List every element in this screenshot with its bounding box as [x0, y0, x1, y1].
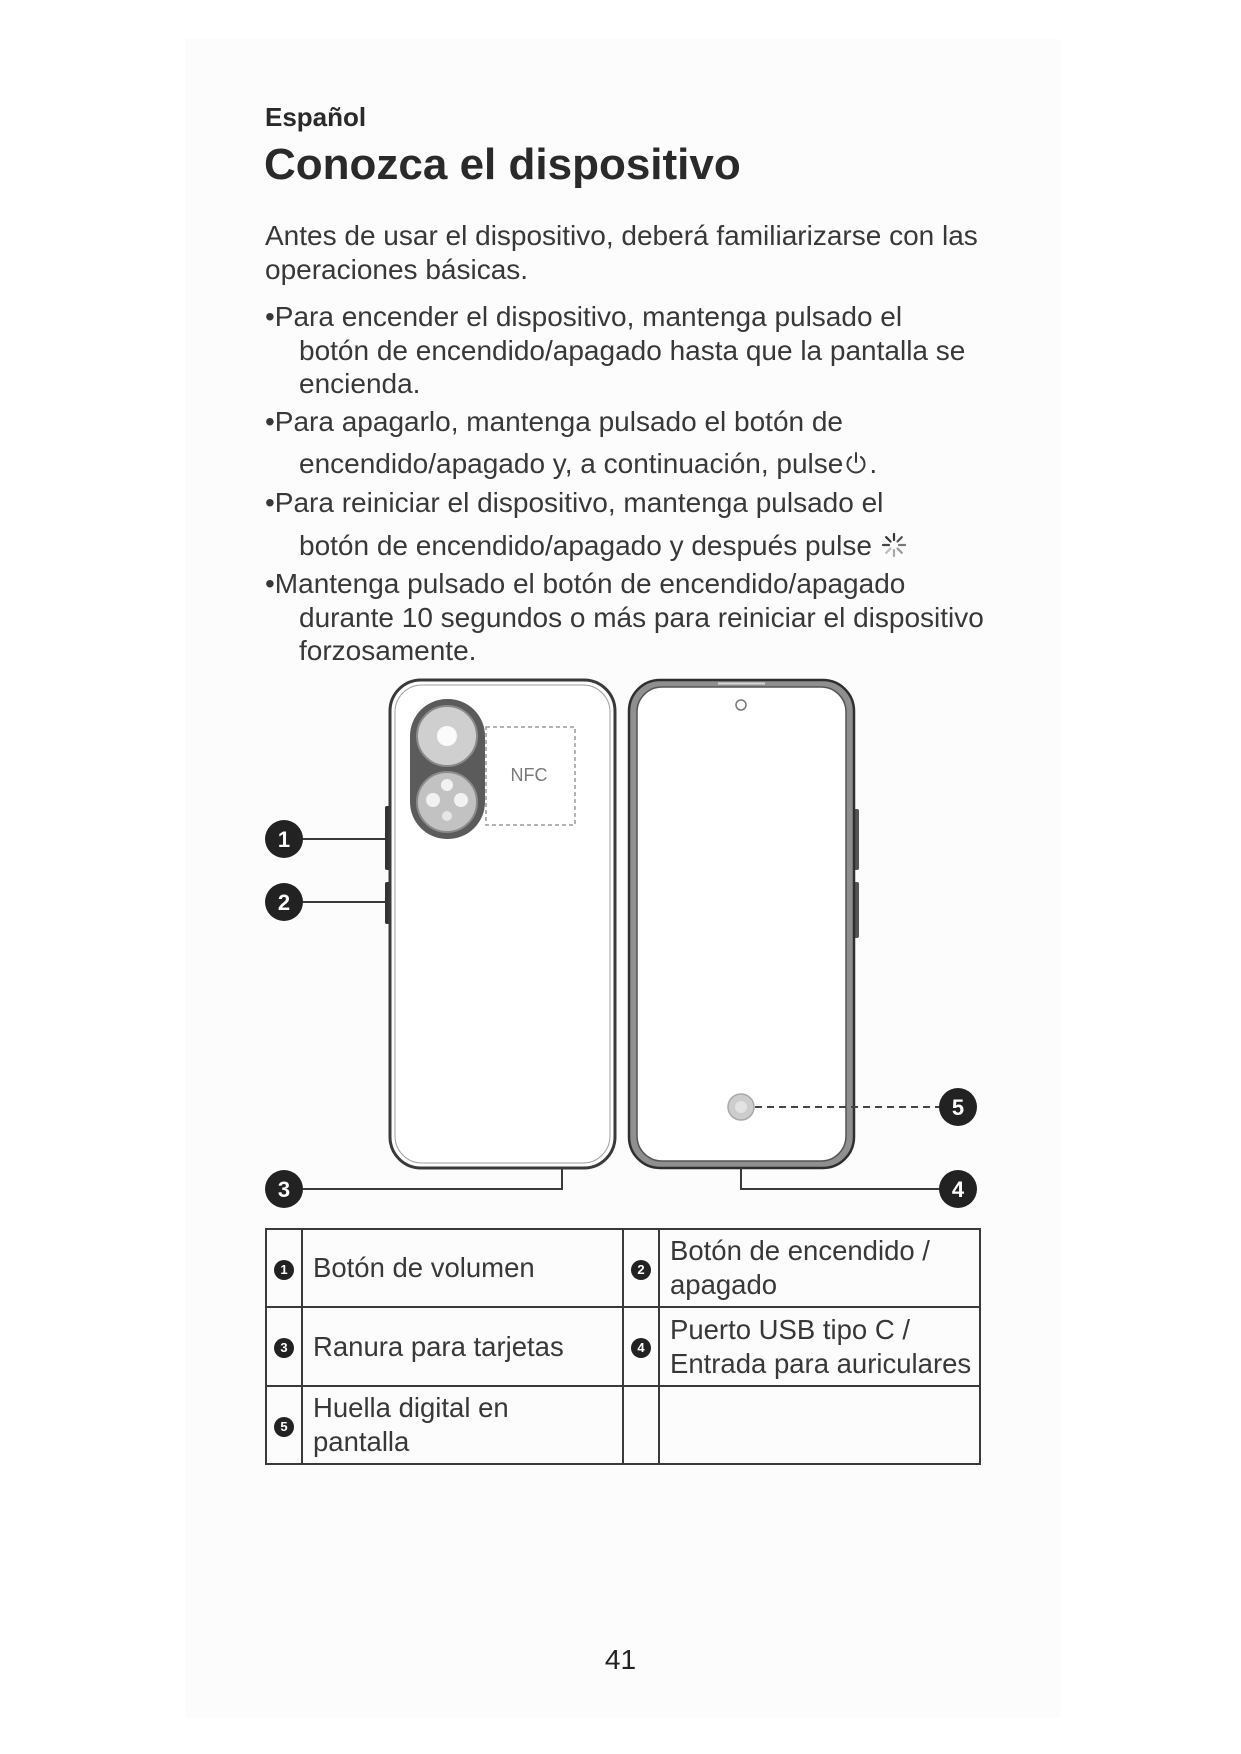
part-label-line: Botón de encendido / — [670, 1235, 930, 1266]
callout-3-leader — [303, 1168, 562, 1189]
table-cell-label — [302, 1307, 623, 1386]
intro-line: operaciones básicas. — [265, 254, 529, 285]
fingerprint-sensor-center — [735, 1101, 747, 1113]
intro-line: Antes de usar el dispositivo, deberá familiarizarse con las — [265, 220, 978, 251]
table-cell-number — [623, 1229, 659, 1307]
table-cell-label — [302, 1229, 623, 1307]
table-cell-number — [623, 1307, 659, 1386]
bullet-line: forzosamente. — [299, 635, 477, 666]
table-cell-number — [266, 1229, 302, 1307]
device-illustration — [240, 660, 1000, 1220]
bullet-line: •Para reiniciar el dispositivo, mantenga pulsado el — [265, 487, 884, 518]
callout-3-number: 3 — [277, 1177, 291, 1202]
part-label-line: Entrada para auriculares — [670, 1347, 972, 1379]
page-title: Conozca el dispositivo — [264, 140, 741, 189]
callouts — [265, 820, 977, 1208]
part-label-line: apagado — [670, 1269, 778, 1300]
callout-2-number: 2 — [277, 890, 291, 915]
device-back-view — [385, 680, 615, 1168]
table-cell-empty — [659, 1386, 980, 1464]
page-number: 41 — [604, 1644, 637, 1675]
part-label-line: pantalla — [313, 1426, 410, 1457]
callout-4-leader — [741, 1168, 939, 1189]
part-number-marker: 5 — [274, 1417, 294, 1437]
bullet-text: encendido/apagado y, a continuación, pulse — [299, 448, 844, 479]
table-cell-empty — [623, 1386, 659, 1464]
camera-sub-lens — [442, 811, 452, 821]
part-number-marker: 1 — [274, 1260, 294, 1280]
callout-1-number: 1 — [277, 827, 291, 852]
nfc-label: NFC — [510, 765, 548, 785]
part-label-line: Ranura para tarjetas — [313, 1330, 564, 1362]
language-label: Español — [265, 102, 367, 132]
part-label-line: Botón de volumen — [313, 1252, 535, 1283]
table-row — [266, 1229, 980, 1307]
part-label-line: Huella digital en — [313, 1392, 509, 1423]
device-front-view — [629, 680, 859, 1168]
callout-5-number: 5 — [951, 1095, 965, 1120]
part-number-marker: 4 — [631, 1338, 651, 1358]
bullet-line — [299, 447, 877, 481]
table-row — [266, 1386, 980, 1464]
restart-icon — [881, 532, 907, 558]
camera-sub-lens — [426, 793, 440, 807]
camera-lens-main-center — [437, 726, 457, 746]
table-cell-number — [266, 1307, 302, 1386]
part-label-line: Puerto USB tipo C / — [670, 1313, 910, 1345]
table-row — [266, 1307, 980, 1386]
bullet-line: •Para apagarlo, mantenga pulsado el botón de — [265, 406, 844, 437]
bullet-line: •Para encender el dispositivo, mantenga pulsado el — [265, 301, 903, 332]
bullet-trailing-period: . — [869, 448, 878, 479]
table-cell-label — [659, 1307, 980, 1386]
bullet-line — [299, 529, 907, 563]
front-camera — [736, 700, 746, 710]
bullet-line: •Mantenga pulsado el botón de encendido/apagado — [265, 568, 906, 599]
front-phone-screen — [637, 687, 846, 1161]
table-cell-label — [659, 1229, 980, 1307]
table-cell-number — [266, 1386, 302, 1464]
bullet-line: durante 10 segundos o más para reiniciar el dispositivo — [299, 602, 984, 633]
part-number-marker: 2 — [631, 1260, 651, 1280]
callout-4-number: 4 — [951, 1177, 965, 1202]
camera-sub-lens — [441, 779, 453, 791]
camera-sub-lens — [454, 793, 468, 807]
parts-table — [265, 1228, 981, 1465]
power-icon — [843, 450, 869, 476]
bullet-line: encienda. — [299, 368, 421, 399]
bullet-line: botón de encendido/apagado hasta que la pantalla se — [299, 335, 966, 366]
table-cell-label — [302, 1386, 623, 1464]
part-number-marker: 3 — [274, 1338, 294, 1358]
bullet-text: botón de encendido/apagado y después pulse — [299, 530, 872, 561]
